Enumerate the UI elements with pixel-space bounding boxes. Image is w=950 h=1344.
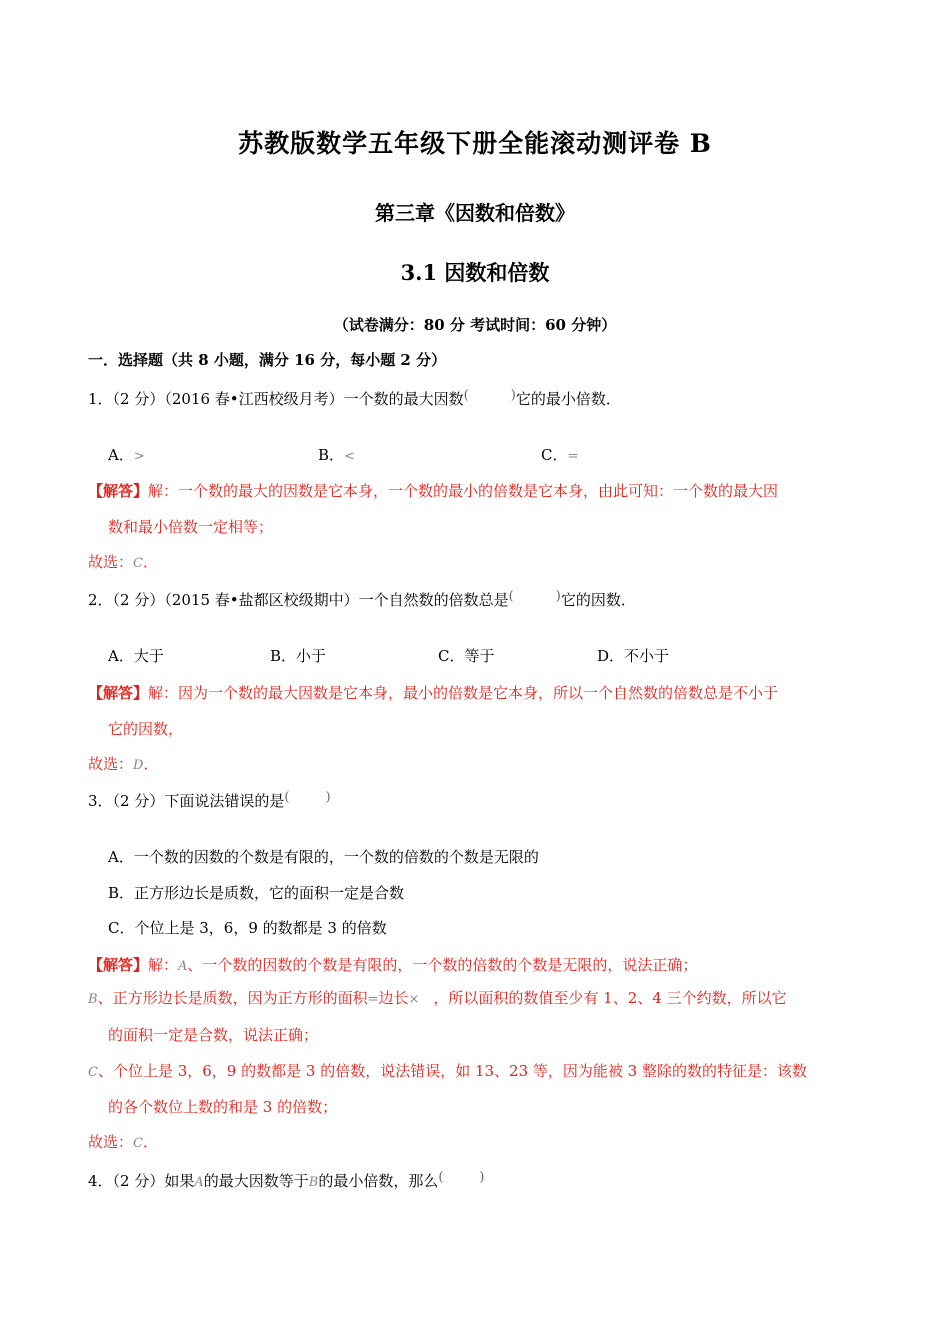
q2-answer-line-1: 【解答】解：因为一个数的最大因数是它本身，最小的倍数是它本身，所以一个自然数的倍数总是不小于 [88, 684, 779, 702]
q3-answer-line-c: C、个位上是 3，6，9 的数都是 3 的倍数，说法错误，如 13、23 等，因为能被 3 整除的数的特征是：该数 [88, 1062, 807, 1080]
q3-answer-line-a: 【解答】解：A、一个数的因数的个数是有限的，一个数的倍数的个数是无限的，说法正确； [88, 956, 698, 974]
q1-answer-line-1: 【解答】解：一个数的最大的因数是它本身，一个数的最小的倍数是它本身，由此可知：一个数的最大因 [88, 482, 779, 500]
question-1-stem [88, 389, 621, 411]
answer-tag: 【解答】 [88, 482, 149, 500]
q3-option-a: A．一个数的因数的个数是有限的，一个数的倍数的个数是无限的 [108, 848, 539, 866]
q2-answer-line-2: 它的因数， [108, 720, 184, 738]
chapter-title: 第三章《因数和倍数》 [375, 201, 575, 225]
q2-option-a: A．大于 [108, 647, 164, 665]
q3-option-b: B．正方形边长是质数，它的面积一定是合数 [108, 884, 405, 902]
q3-option-c: C．个位上是 3，6，9 的数都是 3 的倍数 [108, 919, 387, 937]
q3-choice: 故选：C． [88, 1133, 158, 1151]
part-heading: 一．选择题（共 8 小题，满分 16 分，每小题 2 分） [88, 351, 447, 369]
q1-option-c: C．= [541, 446, 579, 464]
question-1-text-a: 1．（2 分）（2016 春•江西校级月考）一个数的最大因数 [88, 390, 464, 408]
q3-answer-line-c2: 的各个数位上数的和是 3 的倍数； [108, 1098, 338, 1116]
question-4-stem: 4．（2 分）如果A的最大因数等于B的最小倍数，那么( ) [88, 1170, 485, 1190]
paren-right: ) [510, 388, 516, 403]
question-3-stem: 3．（2 分）下面说法错误的是( ) [88, 790, 331, 810]
q1-option-a: A．> [108, 446, 145, 464]
q3-answer-line-b2: 的面积一定是合数，说法正确； [108, 1026, 319, 1044]
q1-option-b: B．< [318, 446, 355, 464]
section-title: 3.1 因数和倍数 [400, 260, 550, 285]
question-1-text-b: 它的最小倍数． [515, 390, 621, 408]
q1-answer-line-2: 数和最小倍数一定相等； [108, 518, 274, 536]
paren-left: ( [463, 388, 469, 403]
exam-info: （试卷满分：80 分 考试时间：60 分钟） [333, 316, 617, 334]
q2-option-d: D．不小于 [597, 647, 670, 665]
q2-option-b: B．小于 [270, 647, 327, 665]
document-title: 苏教版数学五年级下册全能滚动测评卷 B [238, 129, 712, 158]
q2-choice: 故选：D． [88, 755, 159, 773]
q2-option-c: C．等于 [438, 647, 495, 665]
question-2-stem: 2．（2 分）（2015 春•盐都区校级期中）一个自然数的倍数总是( )它的因数． [88, 589, 636, 609]
q1-choice: 故选：C． [88, 553, 158, 571]
q3-answer-line-b: B、正方形边长是质数，因为正方形的面积=边长× ，所以面积的数值至少有 1、2、4 三个约数，所以它 [88, 989, 787, 1007]
